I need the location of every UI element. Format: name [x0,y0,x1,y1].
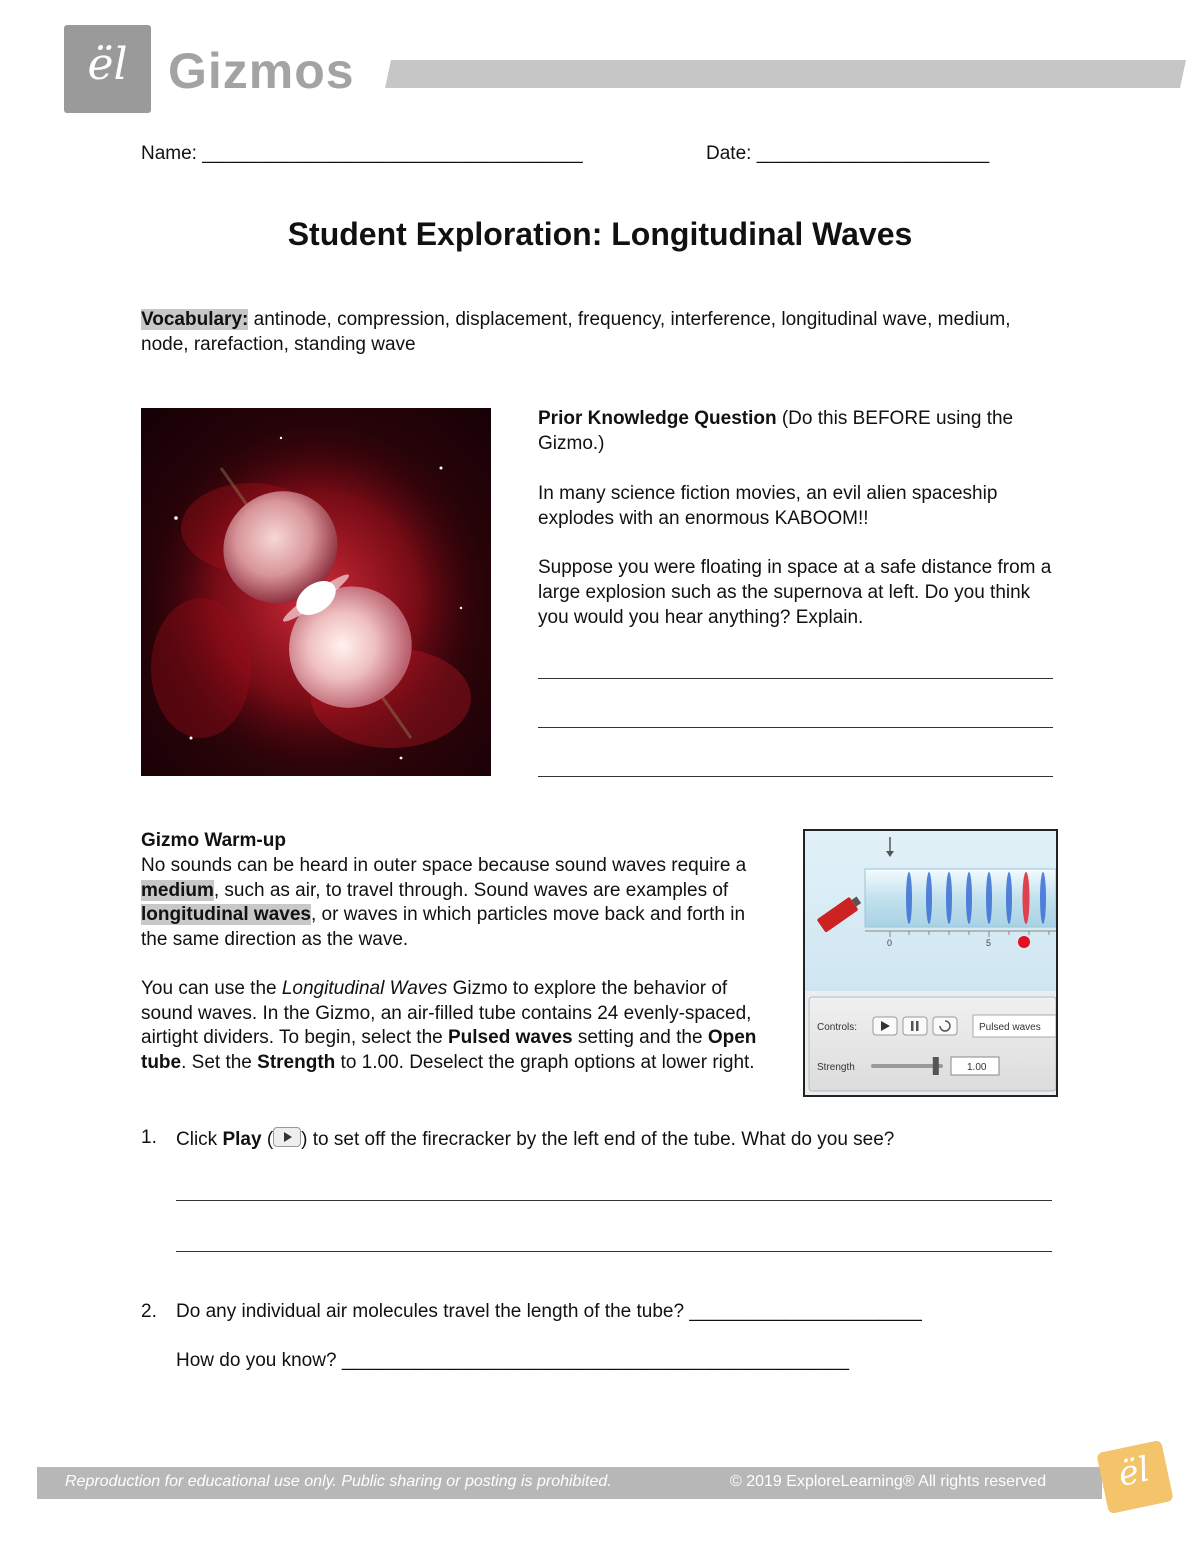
answer-line-1[interactable] [538,678,1053,679]
q-text: Do any individual air molecules travel the length of the tube? [176,1301,685,1322]
vocabulary-label: Vocabulary: [141,309,249,330]
question-2-sub [176,1350,849,1372]
tick-0: 0 [887,938,893,948]
logo-text: ël [87,39,128,90]
setting-pulsed-waves: Pulsed waves [448,1027,573,1048]
setting-open-tube: Open tube [141,1027,757,1073]
warmup-paragraph-1 [141,854,761,952]
term-medium: medium [141,879,214,901]
supernova-illustration [141,408,491,776]
answer-line-2[interactable] [538,727,1053,728]
q-text: How do you know? [176,1350,337,1371]
strength-slider-thumb[interactable] [933,1057,939,1075]
footer-copyright: © 2019 ExploreLearning® All rights reserved [730,1473,1047,1490]
corner-logo [1096,1440,1173,1514]
question-2-sub-blank[interactable]: ________________________________________________ [341,1350,850,1371]
corner-logo-text: ël [1114,1449,1154,1495]
prior-knowledge-p2: Suppose you were floating in space at a safe distance from a large explosion such as the supernova at left. Do you think you would you hear anything? Explain. [538,557,1052,628]
supernova-image [141,408,491,776]
controls-label: Controls: [817,1022,858,1033]
question-1 [141,1127,895,1150]
question-1-text [176,1127,894,1151]
strength-slider-track[interactable] [871,1064,943,1068]
name-blank: ____________________________________ [202,143,583,164]
warmup-text: You can use the [141,978,282,999]
warmup-text: Gizmo to explore the behavior of sound waves. In the Gizmo, an air-filled tube contains 24 evenly-spaced, airtight dividers. To begin, select the [141,978,752,1048]
warmup-paragraph-2 [141,977,761,1075]
name-field[interactable] [141,143,583,165]
question-2-blank[interactable]: ______________________ [689,1301,922,1322]
strength-label: Strength [817,1062,855,1073]
reset-button[interactable] [933,1017,957,1035]
question-1-number: 1. [141,1127,157,1148]
mode-label: Pulsed waves [979,1022,1041,1033]
page-title: Student Exploration: Longitudinal Waves [287,216,913,252]
pause-icon [911,1021,914,1031]
tick-5: 5 [986,938,992,948]
q-text: ) to set off the firecracker by the left end of the tube. What do you see? [301,1129,895,1150]
strength-value: 1.00 [967,1062,987,1073]
date-label: Date: [706,143,752,164]
footer-notice: Reproduction for educational use only. Public sharing or posting is prohibited. [65,1473,612,1490]
warmup-text: . Set the [181,1051,258,1073]
play-label: Play [222,1129,262,1150]
warmup-text: , or waves in which particles move back and forth in the same direction as the wave. [141,904,746,950]
warmup-text: setting and the [572,1027,708,1048]
answer-line-3[interactable] [538,776,1053,777]
q-text: Click [176,1129,223,1150]
q-text: ( [261,1129,274,1150]
name-label: Name: [141,143,197,164]
header-bar [385,60,1186,88]
question-2-number: 2. [141,1301,157,1322]
gizmo-illustration [805,831,1056,1095]
setting-strength: Strength [257,1051,336,1073]
warmup-text: to 1.00. Deselect the graph options at lower right. [335,1051,755,1073]
term-longitudinal-waves: longitudinal waves [141,904,311,925]
vocabulary-terms: antinode, compression, displacement, frequency, interference, longitudinal wave, medium, node, rarefaction, standing wave [141,309,1011,355]
prior-knowledge-note: (Do this BEFORE using the Gizmo.) [538,408,1014,454]
date-field[interactable] [706,143,989,165]
question-2 [141,1301,922,1323]
prior-knowledge-heading: Prior Knowledge Question [538,408,777,429]
prior-knowledge-p1: In many science fiction movies, an evil alien spaceship explodes with an enormous KABOOM!! [538,483,998,529]
warmup-text: No sounds can be heard in outer space because sound waves require a [141,855,747,876]
vocabulary [141,307,1061,357]
marker-dot [1018,936,1030,948]
gizmo-screenshot [803,829,1058,1097]
brand-name: Gizmos [168,43,355,99]
warmup-heading: Gizmo Warm-up [141,830,286,851]
q1-answer-line-2[interactable] [176,1251,1052,1252]
warmup-text: , such as air, to travel through. Sound waves are examples of [213,879,729,901]
gizmo-name: Longitudinal Waves [281,978,448,999]
date-blank: ______________________ [756,143,990,164]
play-icon [273,1127,301,1147]
pause-button[interactable] [903,1017,927,1035]
question-2-text [176,1301,922,1323]
explorelearning-logo [64,25,151,113]
prior-knowledge-question [538,406,1058,456]
q1-answer-line-1[interactable] [176,1200,1052,1201]
